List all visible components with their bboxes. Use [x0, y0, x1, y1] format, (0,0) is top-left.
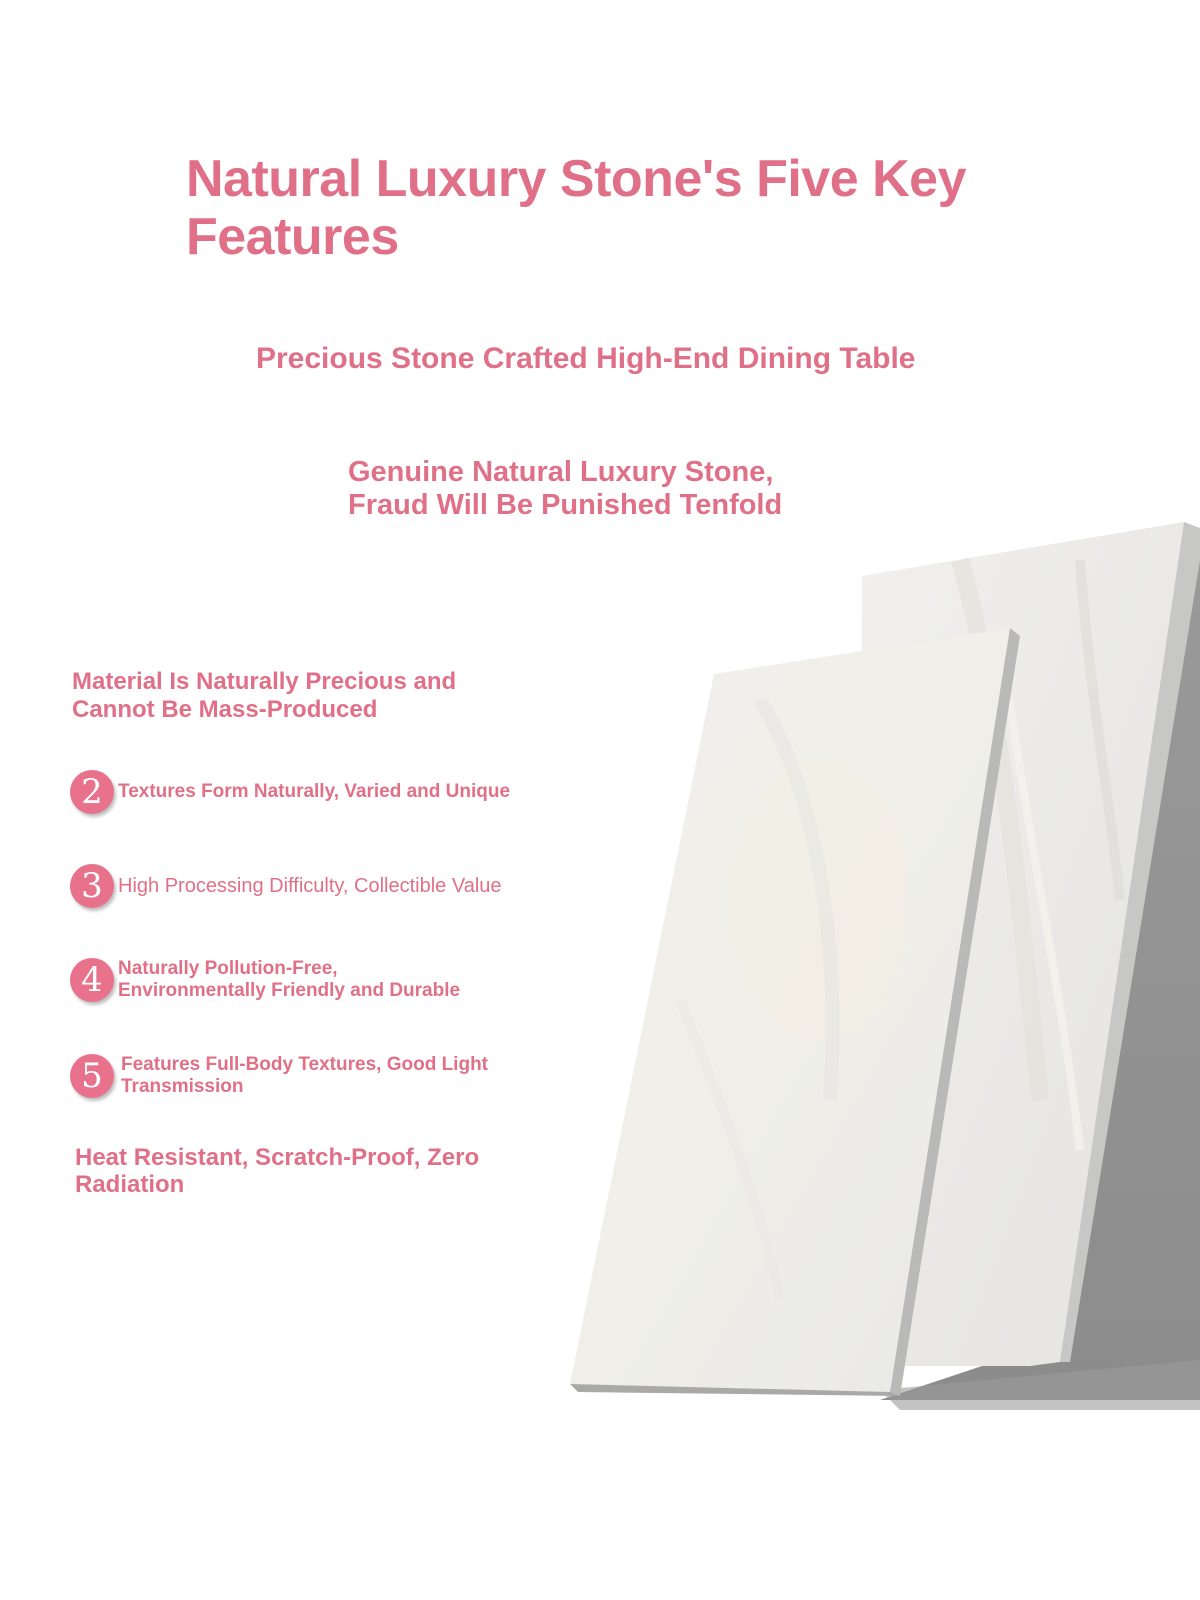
feature-1 — [72, 668, 456, 724]
number-badge-2: 2 — [70, 770, 114, 814]
feature-2-line-1: Textures Form Naturally, Varied and Unique — [118, 781, 511, 802]
product-subtitle: Precious Stone Crafted High-End Dining Table — [256, 342, 916, 375]
feature-5-line-1: Features Full-Body Textures, Good Light — [121, 1054, 489, 1075]
page-title: Natural Luxury Stone's Five Key Features — [186, 150, 966, 266]
feature-2 — [70, 770, 510, 814]
feature-1-line-1: Material Is Naturally Precious and — [72, 668, 457, 695]
feature-3 — [70, 864, 502, 908]
number-badge-5: 5 — [70, 1054, 114, 1098]
feature-6 — [75, 1144, 479, 1198]
feature-4 — [70, 958, 460, 1002]
feature-2-text — [118, 781, 510, 803]
feature-4-line-1: Naturally Pollution-Free, — [118, 958, 338, 979]
number-badge-4: 4 — [70, 958, 114, 1002]
feature-5-line-2: Transmission — [121, 1076, 244, 1097]
feature-6-line-1: Heat Resistant, Scratch-Proof, Zero — [75, 1144, 480, 1171]
guarantee-line-2: Fraud Will Be Punished Tenfold — [348, 489, 783, 521]
feature-3-line-1: High Processing Difficulty, Collectible Value — [118, 875, 502, 897]
feature-6-line-2: Radiation — [75, 1171, 185, 1198]
guarantee-line-1: Genuine Natural Luxury Stone, — [348, 456, 774, 488]
number-badge-3: 3 — [70, 864, 114, 908]
feature-4-text — [118, 958, 460, 1002]
feature-1-line-2: Cannot Be Mass-Produced — [72, 696, 378, 723]
feature-4-line-2: Environmentally Friendly and Durable — [118, 980, 461, 1001]
feature-5-text — [121, 1054, 488, 1098]
feature-5 — [70, 1054, 488, 1098]
authenticity-guarantee — [348, 456, 782, 522]
feature-3-text — [118, 875, 502, 897]
